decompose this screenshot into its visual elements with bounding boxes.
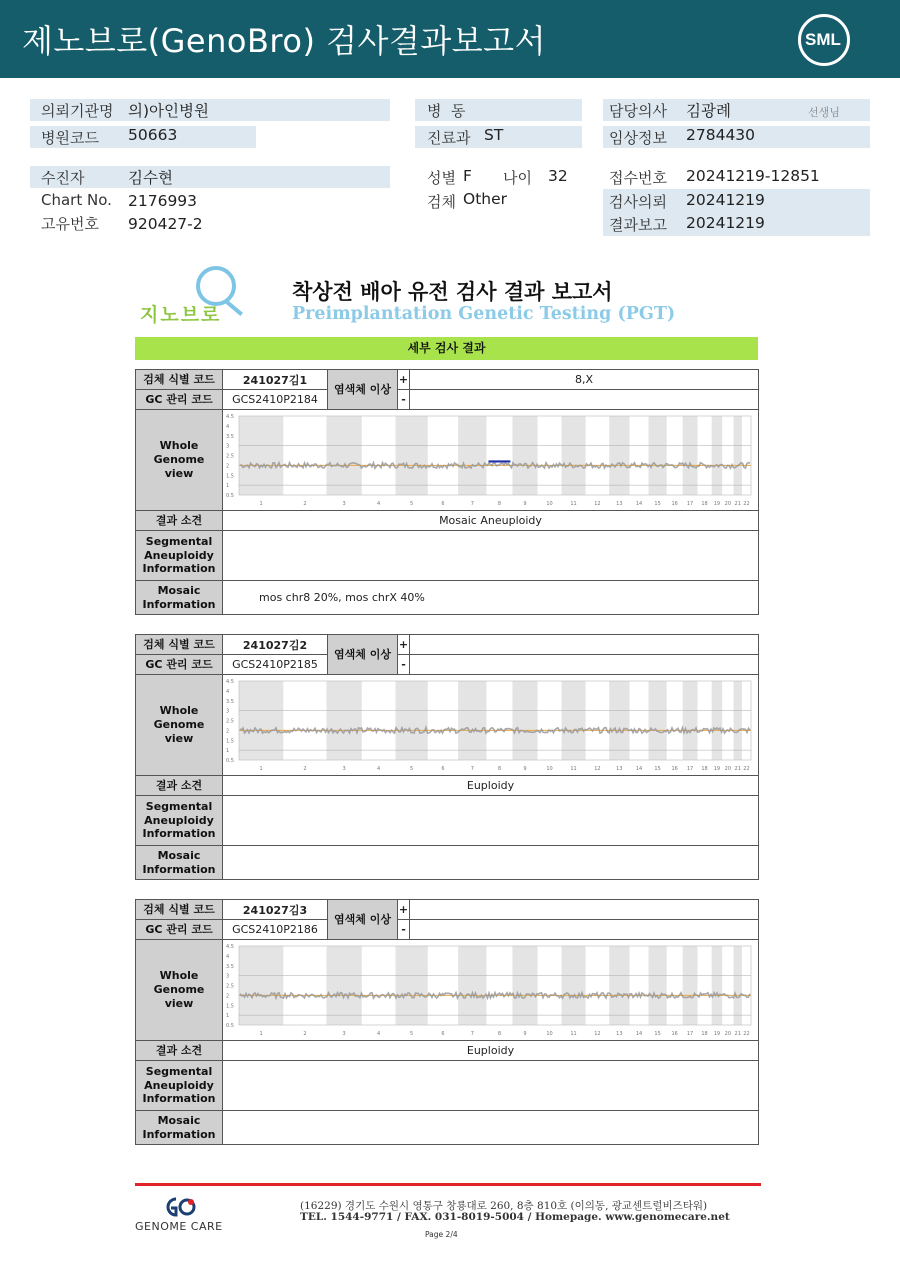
x-tick-label: 1 [259,765,263,772]
chromosome-band [734,416,742,495]
y-tick-label: 2.5 [226,983,234,989]
footer-address: (16229) 경기도 수원시 영통구 창룡대로 260, 8층 810호 (이의동, 광교센트럴비즈타워) [300,1200,708,1212]
chromosome-band [649,681,667,760]
y-tick-label: 4 [226,688,230,695]
plot-frame [239,416,751,495]
chromosome-band [562,416,586,495]
plus-abnormality-value [410,635,759,655]
x-tick-label: 16 [671,1030,678,1037]
chromosome-band [239,681,283,760]
chromosome-band [712,946,722,1025]
y-tick-label: 1.5 [226,472,234,479]
chromosome-band [396,416,428,495]
genome-chart-cell [223,940,759,1041]
sample-id-value: 241027김2 [223,635,328,655]
y-tick-label: 3 [226,708,230,715]
patient-label: 수진자 [41,169,85,187]
seg-line-1: Segmental [145,799,213,813]
sample-id-label: 검체 식별 코드 [136,370,223,390]
x-tick-label: 13 [616,765,623,772]
doctor-label: 담당의사 [609,102,667,120]
x-tick-label: 6 [441,500,445,507]
chrom-abnormal-label: 염색체 이상 [328,370,398,410]
x-tick-label: 18 [701,765,708,772]
y-tick-label: 4 [226,953,230,960]
seg-line-2: Aneuploidy [144,813,214,827]
x-tick-label: 20 [724,1030,732,1037]
x-tick-label: 10 [546,500,553,507]
y-tick-label: 3.5 [226,433,234,440]
y-tick-label: 3 [226,973,230,980]
doctor-value: 김광례 [686,102,731,120]
whole-genome-view-label [136,410,223,511]
x-tick-label: 8 [497,765,502,772]
x-tick-label: 14 [635,500,643,507]
patient-value: 김수현 [128,169,173,187]
result-value: Mosaic Aneuploidy [223,511,759,531]
x-tick-label: 3 [342,1030,346,1037]
seg-line-1: Segmental [145,1064,213,1078]
y-tick-label: 4.5 [226,413,234,420]
chart-no-label: Chart No. [41,191,112,209]
minus-sign: - [398,655,410,675]
mosaic-line-2: Information [142,862,216,876]
x-tick-label: 14 [635,1030,643,1037]
chromosome-band [609,946,629,1025]
chromosome-band [458,416,486,495]
y-tick-label: 1 [226,482,230,489]
x-tick-label: 7 [470,765,474,772]
chromosome-band [609,416,629,495]
minus-sign: - [398,920,410,940]
chromosome-band [239,416,283,495]
x-tick-label: 6 [441,765,445,772]
result-label: 결과 소견 [136,1041,223,1061]
x-tick-label: 22 [743,500,750,507]
mosaic-line-1: Mosaic [157,848,201,862]
y-tick-label: 3.5 [226,963,234,970]
x-tick-label: 4 [377,1030,381,1037]
uid-value: 920427-2 [128,215,203,233]
chromosome-band [458,946,486,1025]
report-label: 결과보고 [609,216,667,234]
seg-line-3: Information [142,562,216,576]
mosaic-value [223,1111,759,1145]
gc-code-label: GC 관리 코드 [136,390,223,410]
x-tick-label: 2 [303,765,307,772]
seg-line-2: Aneuploidy [144,1078,214,1092]
x-tick-label: 2 [303,1030,307,1037]
segmental-value [223,1061,759,1111]
gc-code-value: GCS2410P2185 [223,655,328,675]
x-tick-label: 11 [570,1030,577,1037]
copy-number-trace [240,727,750,733]
y-tick-label: 2 [226,727,230,734]
chromosome-band [649,416,667,495]
x-tick-label: 10 [546,765,553,772]
x-tick-label: 15 [654,1030,661,1037]
chromosome-band [396,946,428,1025]
chromosome-band [649,946,667,1025]
chart-no-value: 2176993 [128,192,198,210]
genome-care-logo-text: GENOME CARE [135,1220,223,1233]
wgv-line-3: view [164,466,194,480]
sml-logo-text: SML [805,30,841,49]
x-tick-label: 18 [701,1030,708,1037]
y-tick-label: 3.5 [226,698,234,705]
receipt-label: 접수번호 [609,169,667,187]
y-tick-label: 4.5 [226,943,234,950]
x-tick-label: 19 [713,500,721,507]
minus-sign: - [398,390,410,410]
dept-value: ST [484,126,504,144]
x-tick-label: 12 [594,500,601,507]
x-tick-label: 7 [470,1030,474,1037]
chromosome-band [458,681,486,760]
y-tick-label: 0.5 [226,757,234,764]
report-subtitle: Preimplantation Genetic Testing (PGT) [292,304,676,324]
chromosome-band [734,946,742,1025]
seg-line-3: Information [142,1092,216,1106]
hospital-code-label: 병원코드 [41,129,99,147]
mosaic-label [136,581,223,615]
whole-genome-view-label [136,940,223,1041]
receipt-value: 20241219-12851 [686,167,820,185]
chromosome-band [712,681,722,760]
x-tick-label: 3 [342,765,346,772]
minus-abnormality-value [410,390,759,410]
mosaic-value: mos chr8 20%, mos chrX 40% [223,581,759,615]
age-value: 32 [548,167,568,185]
y-tick-label: 4.5 [226,678,234,685]
x-tick-label: 22 [743,765,750,772]
x-tick-label: 8 [497,1030,502,1037]
gc-code-label: GC 관리 코드 [136,655,223,675]
y-tick-label: 0.5 [226,492,234,499]
y-tick-label: 1.5 [226,737,234,744]
whole-genome-view-label [136,675,223,776]
specimen-value: Other [463,190,508,208]
x-tick-label: 19 [713,1030,721,1037]
result-label: 결과 소견 [136,776,223,796]
gc-code-value: GCS2410P2184 [223,390,328,410]
x-tick-label: 20 [724,500,732,507]
uid-label: 고유번호 [41,215,99,233]
seg-line-2: Aneuploidy [144,548,214,562]
sml-logo [798,14,850,66]
y-tick-label: 2.5 [226,453,234,459]
chromosome-band [512,416,537,495]
age-label: 나이 [503,169,532,187]
plus-abnormality-value: 8,X [410,370,759,390]
minus-abnormality-value [410,655,759,675]
doctor-suffix: 선생님 [808,106,840,119]
request-label: 검사의뢰 [609,193,667,211]
whole-genome-chart [223,941,757,1040]
sex-value: F [463,167,472,185]
section-title: 세부 검사 결과 [135,337,758,360]
segmental-value [223,796,759,846]
chromosome-band [239,946,283,1025]
genome-care-logo-icon [160,1196,196,1218]
x-tick-label: 13 [616,1030,623,1037]
sample-id-value: 241027김3 [223,900,328,920]
minus-abnormality-value [410,920,759,940]
x-tick-label: 21 [734,500,741,507]
x-tick-label: 5 [410,1030,414,1037]
plus-abnormality-value [410,900,759,920]
x-tick-label: 9 [523,1030,527,1037]
chromosome-band [396,681,428,760]
x-tick-label: 16 [671,500,678,507]
x-tick-label: 18 [701,500,708,507]
x-tick-label: 1 [259,1030,263,1037]
x-tick-label: 4 [377,500,381,507]
ward-label: 병 동 [427,102,466,120]
result-label: 결과 소견 [136,511,223,531]
chromosome-band [609,681,629,760]
plus-sign: + [398,635,410,655]
header-bar [0,0,900,78]
segmental-label [136,1061,223,1111]
chromosome-band [562,681,586,760]
y-tick-label: 1 [226,1012,230,1019]
chromosome-band [734,681,742,760]
x-tick-label: 17 [686,500,694,507]
segmental-label [136,531,223,581]
y-tick-label: 2 [226,462,230,469]
chromosome-band [712,416,722,495]
sample-id-label: 검체 식별 코드 [136,635,223,655]
wgv-line-1: Whole [159,439,199,453]
result-value: Euploidy [223,776,759,796]
sex-label: 성별 [427,169,456,187]
chromosome-band [327,681,362,760]
x-tick-label: 16 [671,765,678,772]
chromosome-band [683,946,698,1025]
x-tick-label: 4 [377,765,381,772]
x-tick-label: 14 [635,765,643,772]
y-tick-label: 3 [226,443,230,450]
x-tick-label: 11 [570,765,577,772]
mosaic-line-1: Mosaic [157,583,201,597]
gc-code-label: GC 관리 코드 [136,920,223,940]
mosaic-value [223,846,759,880]
x-tick-label: 5 [410,765,414,772]
x-tick-label: 15 [654,765,661,772]
seg-line-3: Information [142,827,216,841]
chromosome-band [683,681,698,760]
plus-sign: + [398,370,410,390]
x-tick-label: 10 [546,1030,553,1037]
y-tick-label: 2 [226,992,230,999]
seg-line-1: Segmental [145,534,213,548]
sample-table-3 [135,899,759,1145]
mosaic-line-1: Mosaic [157,1113,201,1127]
x-tick-label: 2 [303,500,307,507]
wgv-line-1: Whole [159,704,199,718]
x-tick-label: 17 [686,765,694,772]
result-value: Euploidy [223,1041,759,1061]
segmental-value [223,531,759,581]
mosaic-label [136,1111,223,1145]
x-tick-label: 19 [713,765,721,772]
plot-frame [239,681,751,760]
x-tick-label: 8 [497,500,502,507]
wgv-line-2: Genome [153,983,205,997]
sample-table-2 [135,634,759,880]
x-tick-label: 9 [523,765,527,772]
chromosome-band [327,416,362,495]
genobro-logo-text: 지노브로 [140,304,222,326]
request-value: 20241219 [686,191,765,209]
wgv-line-2: Genome [153,718,205,732]
clinic-value: 의)아인병원 [128,102,209,120]
x-tick-label: 12 [594,1030,601,1037]
chromosome-band [512,681,537,760]
page-title: 제노브로(GenoBro) 검사결과보고서 [22,22,547,60]
x-tick-label: 5 [410,500,414,507]
sample-id-value: 241027김1 [223,370,328,390]
report-title: 착상전 배아 유전 검사 결과 보고서 [292,280,613,304]
y-tick-label: 2.5 [226,718,234,724]
y-tick-label: 4 [226,423,230,430]
x-tick-label: 21 [734,765,741,772]
y-tick-label: 1 [226,747,230,754]
chromosome-band [562,946,586,1025]
x-tick-label: 9 [523,500,527,507]
report-value: 20241219 [686,214,765,232]
x-tick-label: 13 [616,500,623,507]
whole-genome-chart [223,676,757,775]
x-tick-label: 15 [654,500,661,507]
hospital-code-value: 50663 [128,126,178,144]
wgv-line-1: Whole [159,969,199,983]
sample-table-1 [135,369,759,615]
y-tick-label: 1.5 [226,1002,234,1009]
clinical-label: 임상정보 [609,129,667,147]
x-tick-label: 20 [724,765,732,772]
segmental-label [136,796,223,846]
chromosome-band [512,946,537,1025]
genome-chart-cell [223,410,759,511]
wgv-line-3: view [164,996,194,1010]
gc-code-value: GCS2410P2186 [223,920,328,940]
specimen-label: 검체 [427,193,456,211]
chromosome-band [683,416,698,495]
x-tick-label: 7 [470,500,474,507]
chromosome-band [327,946,362,1025]
footer-contact: TEL. 1544-9771 / FAX. 031-8019-5004 / Homepage. www.genomecare.net [300,1211,730,1223]
x-tick-label: 11 [570,500,577,507]
x-tick-label: 3 [342,500,346,507]
whole-genome-chart [223,411,757,510]
wgv-line-3: view [164,731,194,745]
dept-label: 진료과 [427,129,471,147]
x-tick-label: 1 [259,500,263,507]
plot-frame [239,946,751,1025]
x-tick-label: 17 [686,1030,694,1037]
mosaic-label [136,846,223,880]
footer-divider [135,1183,761,1186]
genome-chart-cell [223,675,759,776]
x-tick-label: 12 [594,765,601,772]
plus-sign: + [398,900,410,920]
mosaic-line-2: Information [142,597,216,611]
wgv-line-2: Genome [153,453,205,467]
clinical-value: 2784430 [686,126,756,144]
mosaic-line-2: Information [142,1127,216,1141]
x-tick-label: 21 [734,1030,741,1037]
page-number: Page 2/4 [425,1230,458,1239]
x-tick-label: 22 [743,1030,750,1037]
clinic-label: 의뢰기관명 [41,102,114,120]
sample-id-label: 검체 식별 코드 [136,900,223,920]
x-tick-label: 6 [441,1030,445,1037]
chrom-abnormal-label: 염색체 이상 [328,635,398,675]
chrom-abnormal-label: 염색체 이상 [328,900,398,940]
y-tick-label: 0.5 [226,1022,234,1029]
